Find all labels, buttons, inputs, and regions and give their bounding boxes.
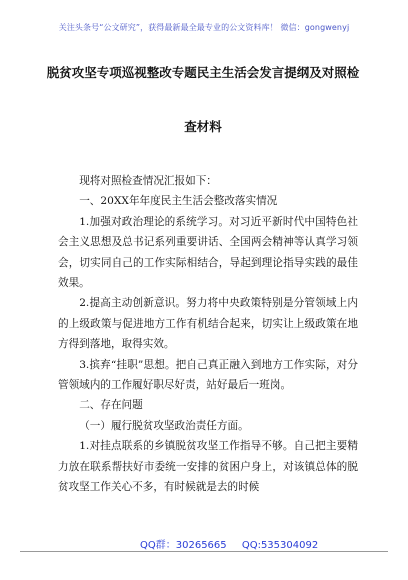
paragraph-item-2: 2.提高主动创新意识。努力将中央政策特别是分管领域上内的上级政策与促进地方工作有机结合起来，切实让上级政策在地方得到落地，取得实效。 <box>58 297 358 351</box>
section-heading-2: 二、存在问题 <box>79 399 143 412</box>
paragraph-problem-1: 1.对挂点联系的乡镇脱贫攻坚工作指导不够。自己把主要精力放在联系帮扶好市委统一安排的贫困户身上，对该镇总体的脱贫攻坚工作关心不多，有时候就是去的时候 <box>58 440 358 494</box>
paragraph-item-1: 1.加强对政治理论的系统学习。对习近平新时代中国特色社会主义思想及总书记系列重要讲话、全国两会精神等认真学习领会，切实同自己的工作实际相结合，导起到理论指导实践的最佳效果。 <box>58 215 358 290</box>
document-body <box>58 171 358 498</box>
document-title: 脱贫攻坚专项巡视整改专题民主生活会发言提纲及对照检 <box>46 65 360 80</box>
subsection-heading-1: （一）履行脱贫攻坚政治责任方面。 <box>79 419 249 432</box>
paragraph-item-3: 3.摈弃“挂职”思想。把自己真正融入到地方工作实际，对分管领域内的工作履好职尽好责，站好最后一班岗。 <box>58 358 358 392</box>
footer-qq-number: QQ:535304092 <box>241 540 319 551</box>
section-heading-1: 一、20XX年年度民主生活会整改落实情况 <box>79 195 278 208</box>
paragraph-intro: 现将对照检查情况汇报如下： <box>79 175 217 187</box>
footer-qq-group: QQ群：30265665 <box>140 540 227 551</box>
document-title-continued: 查材料 <box>184 119 222 134</box>
header-banner: 关注头条号“公文研究”，获得最新最全最专业的公文资料库！ 微信：gongwenyj <box>58 23 350 32</box>
footer-divider <box>20 551 388 552</box>
footer-contact <box>140 536 330 551</box>
